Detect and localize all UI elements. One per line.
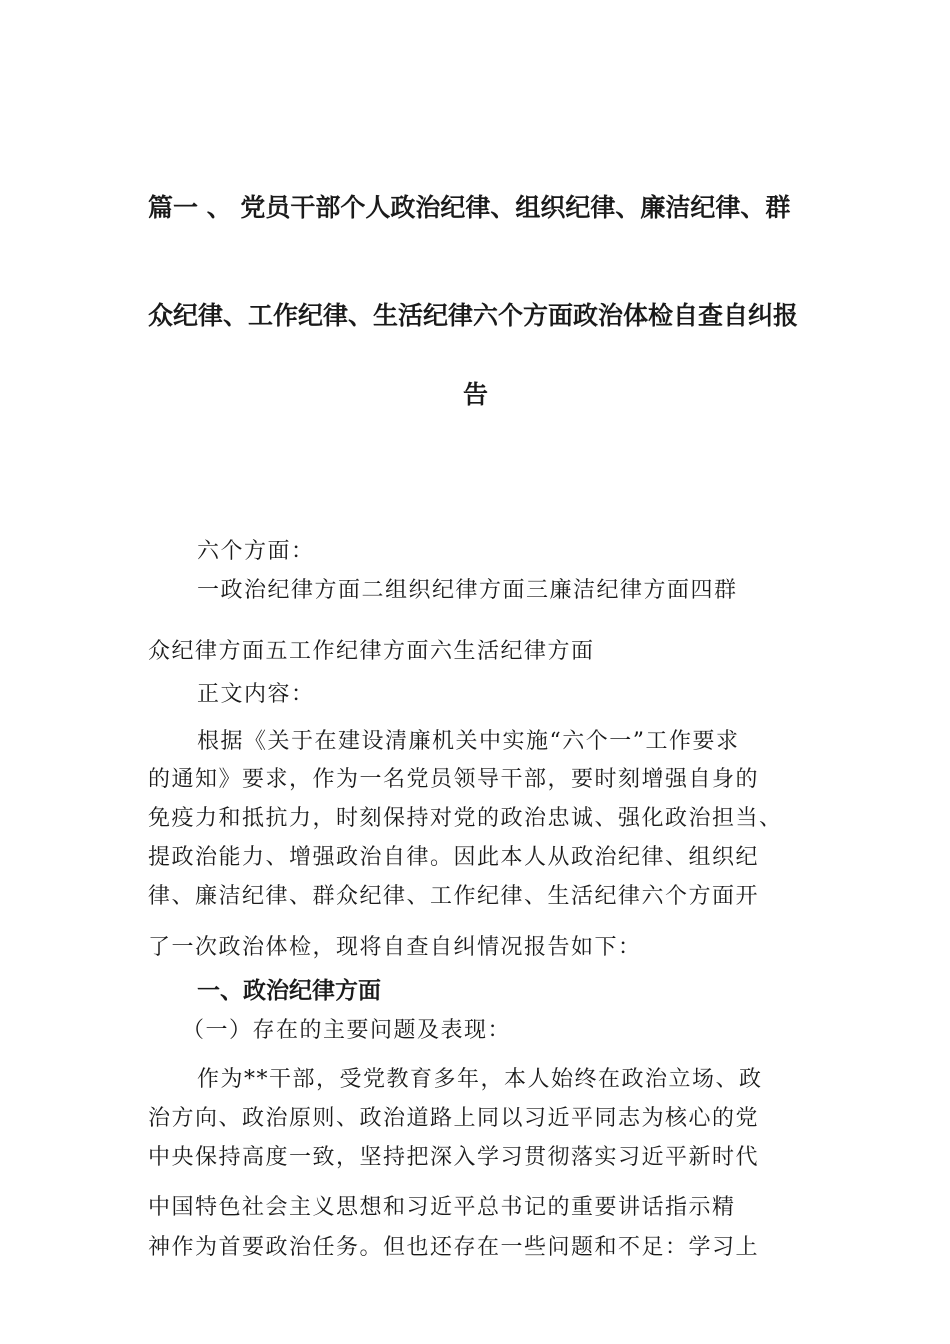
section-1-line-1: 作为**干部，受党教育多年，本人始终在政治立场、政 — [197, 1067, 763, 1092]
section-1-line-2: 治方向、政治原则、政治道路上同以习近平同志为核心的党 — [148, 1106, 760, 1131]
section-1-line-4: 中国特色社会主义思想和习近平总书记的重要讲话指示精 — [148, 1195, 736, 1220]
intro-line-1: 根据《关于在建设清廉机关中实施“六个一”工作要求 — [197, 729, 740, 754]
intro-line-4: 提政治能力、增强政治自律。因此本人从政治纪律、组织纪 — [148, 845, 760, 870]
aspects-line-1: 一政治纪律方面二组织纪律方面三廉洁纪律方面四群 — [197, 578, 738, 603]
intro-line-3: 免疫力和抵抗力，时刻保持对党的政治忠诚、强化政治担当、 — [148, 806, 783, 831]
doc-title-line-3: 告 — [462, 380, 488, 409]
intro-line-5: 律、廉洁纪律、群众纪律、工作纪律、生活纪律六个方面开 — [148, 884, 760, 909]
section-1-line-3: 中央保持高度一致，坚持把深入学习贯彻落实习近平新时代 — [148, 1145, 760, 1170]
body-label: 正文内容： — [197, 682, 315, 707]
intro-line-6: 了一次政治体检，现将自查自纠情况报告如下： — [148, 935, 642, 960]
aspects-label: 六个方面： — [197, 539, 315, 564]
section-1-subheading: （一）存在的主要问题及表现： — [182, 1018, 512, 1043]
aspects-line-2: 众纪律方面五工作纪律方面六生活纪律方面 — [148, 639, 595, 664]
doc-title-line-2: 众纪律、工作纪律、生活纪律六个方面政治体检自查自纠报 — [148, 301, 799, 330]
section-1-line-5: 神作为首要政治任务。但也还存在一些问题和不足：学习上 — [148, 1235, 760, 1260]
doc-title-line-1: 篇一 、 党员干部个人政治纪律、组织纪律、廉洁纪律、群 — [148, 193, 791, 222]
section-1-heading: 一、政治纪律方面 — [197, 978, 381, 1004]
intro-line-2: 的通知》要求，作为一名党员领导干部，要时刻增强自身的 — [148, 767, 760, 792]
